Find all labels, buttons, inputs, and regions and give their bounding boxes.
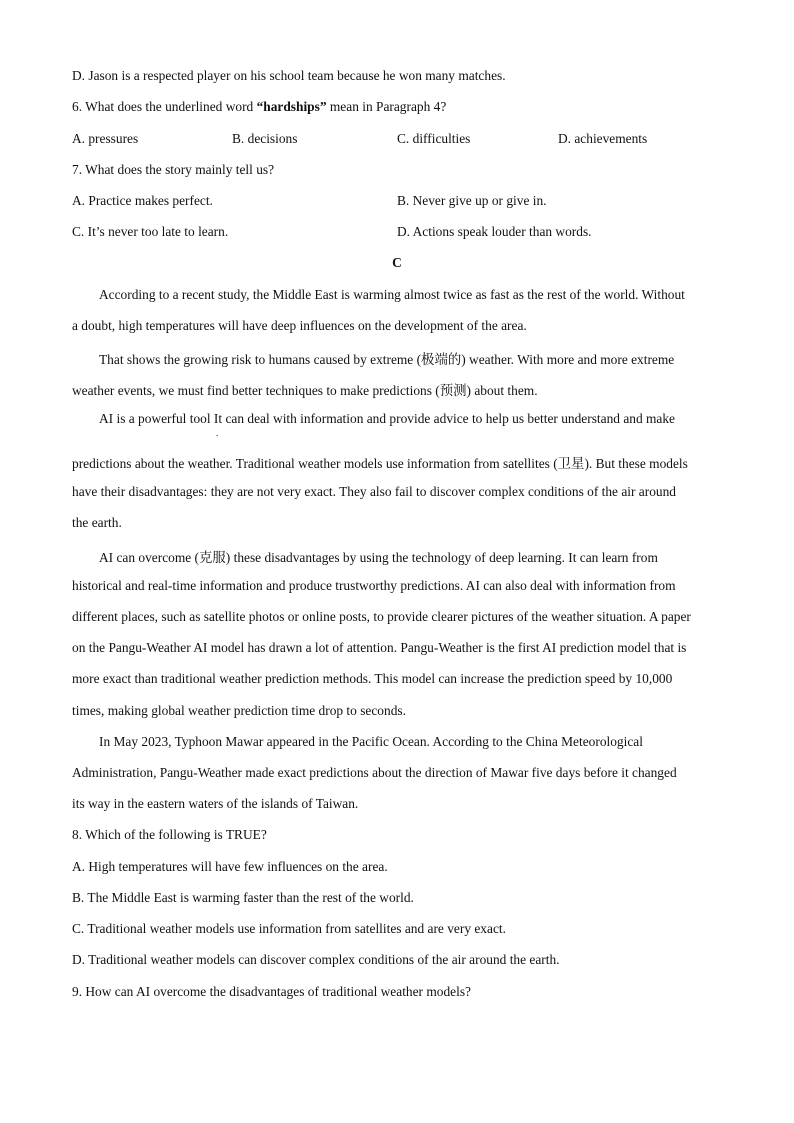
stray-dot-mark: . <box>216 428 219 438</box>
passage-paragraph-3-line-2: predictions about the weather. Traditional weather models use information from satellites (卫星). But these models <box>72 456 688 471</box>
question-8-stem: 8. Which of the following is TRUE? <box>72 827 267 842</box>
passage-paragraph-5-line-3: its way in the eastern waters of the islands of Taiwan. <box>72 796 359 811</box>
passage-paragraph-3-line-4: the earth. <box>72 515 122 530</box>
previous-option-d: D. Jason is a respected player on his school team because he won many matches. <box>72 68 506 83</box>
passage-paragraph-4-line-3: different places, such as satellite photos or online posts, to provide clearer pictures of the weather situation. A paper <box>72 609 691 624</box>
q8-option-c: C. Traditional weather models use information from satellites and are very exact. <box>72 921 506 936</box>
passage-paragraph-5-line-1: In May 2023, Typhoon Mawar appeared in the Pacific Ocean. According to the China Meteorological <box>99 734 643 749</box>
passage-paragraph-1-line-2: a doubt, high temperatures will have deep influences on the development of the area. <box>72 318 527 333</box>
q8-option-b: B. The Middle East is warming faster than the rest of the world. <box>72 890 414 905</box>
q7-option-a: A. Practice makes perfect. <box>72 193 213 208</box>
passage-paragraph-3-line-3: have their disadvantages: they are not very exact. They also fail to discover complex conditions of the air around <box>72 484 676 499</box>
q7-option-d: D. Actions speak louder than words. <box>397 224 592 239</box>
passage-paragraph-4-line-5: more exact than traditional weather prediction methods. This model can increase the prediction speed by 10,000 <box>72 671 673 686</box>
q7-option-b: B. Never give up or give in. <box>397 193 547 208</box>
passage-paragraph-5-line-2: Administration, Pangu-Weather made exact predictions about the direction of Mawar five days before it changed <box>72 765 677 780</box>
q6-option-d: D. achievements <box>558 131 648 146</box>
passage-paragraph-2-line-2: weather events, we must find better techniques to make predictions (预测) about them. <box>72 383 538 398</box>
q6-option-b: B. decisions <box>232 131 298 146</box>
section-heading: C <box>392 255 402 270</box>
question-9-stem: 9. How can AI overcome the disadvantages of traditional weather models? <box>72 984 471 999</box>
q8-option-d: D. Traditional weather models can discover complex conditions of the air around the earth. <box>72 952 560 967</box>
passage-paragraph-1-line-1: According to a recent study, the Middle East is warming almost twice as fast as the rest of the world. Without <box>99 287 685 302</box>
q7-option-c: C. It’s never too late to learn. <box>72 224 229 239</box>
passage-paragraph-2-line-1: That shows the growing risk to humans caused by extreme (极端的) weather. With more and more extreme <box>99 352 675 367</box>
question-7-stem: 7. What does the story mainly tell us? <box>72 162 275 177</box>
passage-paragraph-4-line-4: on the Pangu-Weather AI model has drawn a lot of attention. Pangu-Weather is the first AI prediction model that is <box>72 640 687 655</box>
q8-option-a: A. High temperatures will have few influences on the area. <box>72 859 388 874</box>
q6-option-a: A. pressures <box>72 131 139 146</box>
q6-stem-before: 6. What does the underlined word <box>72 99 257 114</box>
question-6-stem <box>72 99 446 115</box>
passage-paragraph-4-line-6: times, making global weather prediction time drop to seconds. <box>72 703 406 718</box>
passage-paragraph-3-line-1: AI is a powerful tool It can deal with information and provide advice to help us better understand and make <box>99 411 675 426</box>
q6-option-c: C. difficulties <box>397 131 471 146</box>
q6-stem-after: mean in Paragraph 4? <box>326 99 447 114</box>
passage-paragraph-4-line-1: AI can overcome (克服) these disadvantages by using the technology of deep learning. It can learn from <box>99 550 658 565</box>
q6-keyword: “hardships” <box>256 99 327 114</box>
passage-paragraph-4-line-2: historical and real-time information and produce trustworthy predictions. AI can also deal with information from <box>72 578 676 593</box>
